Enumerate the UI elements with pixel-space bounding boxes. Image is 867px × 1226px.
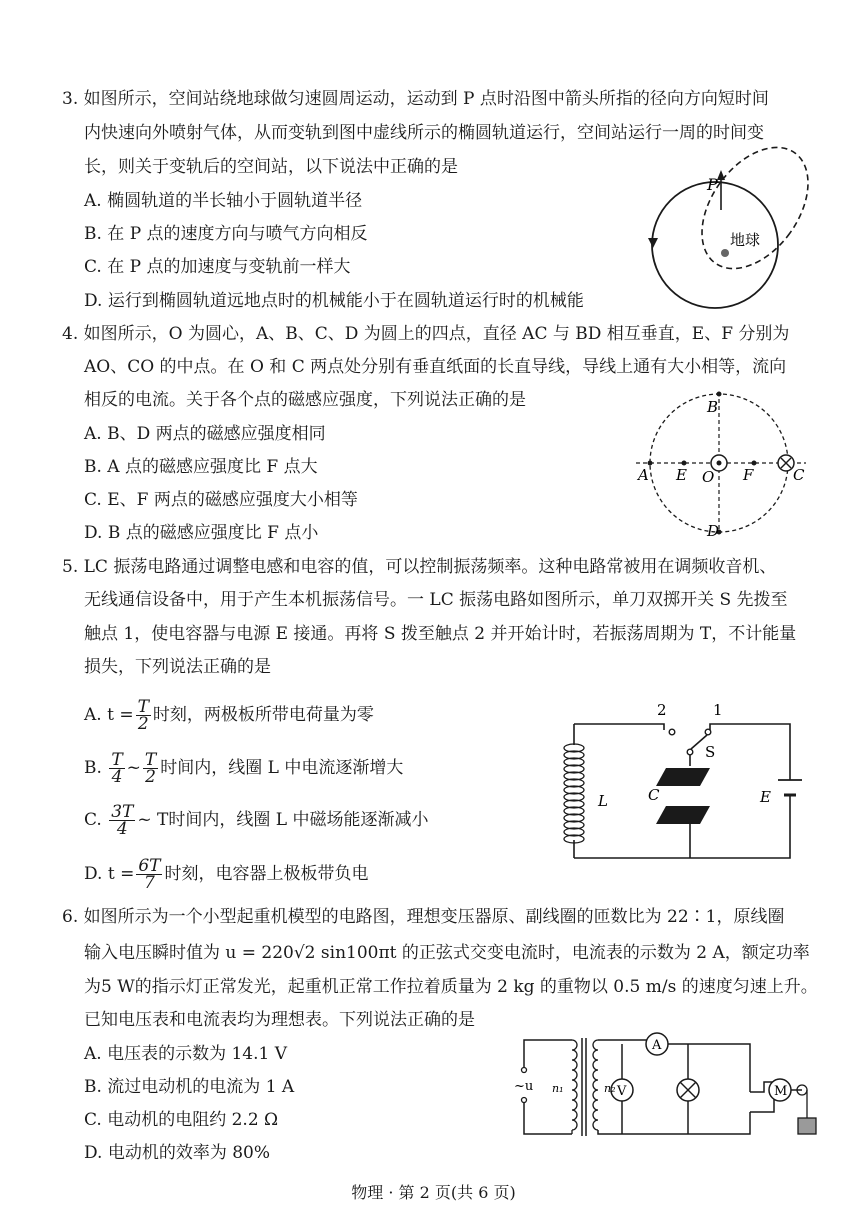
q4-option-d: D. B 点的磁感应强度比 F 点小 [84, 523, 319, 543]
primary-wire-top [524, 1040, 572, 1067]
label-contact-2: 2 [657, 701, 667, 719]
input-terminal-bottom [522, 1098, 527, 1103]
capacitor-lower-plate [656, 806, 710, 824]
wire-top-right [710, 724, 790, 780]
q6-stem-line-4: 已知电压表和电流表均为理想表。下列说法正确的是 [84, 1010, 475, 1030]
q5-option-c-prefix: C. [84, 810, 102, 830]
fraction [136, 858, 162, 891]
q4-stem-line-1: 4. 如图所示，O 为圆心，A、B、C、D 为圆上的四点，直径 AC 与 BD 相互垂直，E、F 分别为 [62, 324, 790, 344]
label-voltmeter: V [617, 1084, 627, 1099]
label-inductor: L [598, 792, 608, 810]
current-out-dot [717, 461, 722, 466]
label-b: B [707, 398, 719, 416]
q5-stem-line-4: 损失，下列说法正确的是 [84, 657, 271, 677]
label-f: F [743, 466, 754, 484]
fraction-denominator: 7 [143, 873, 155, 893]
fraction [109, 804, 135, 837]
fraction-numerator: T [137, 697, 149, 717]
secondary-coil [593, 1040, 598, 1130]
q6-option-a: A. 电压表的示数为 14.1 V [84, 1044, 288, 1064]
label-earth: 地球 [730, 231, 761, 249]
q6-stem-line-1: 6. 如图所示为一个小型起重机模型的电路图，理想变压器原、副线圈的匝数比为 22∶1，原线圈 [62, 907, 785, 927]
q5-option-a-prefix: A. t = [84, 705, 134, 725]
q5-option-c [84, 802, 428, 838]
fraction-denominator: 2 [145, 767, 156, 787]
weight-block [798, 1118, 816, 1134]
label-motor: M [774, 1084, 788, 1099]
contact-1 [705, 729, 711, 735]
q5-option-d-text: 时刻，电容器上极板带负电 [164, 864, 369, 884]
primary-wire-bottom [524, 1102, 572, 1134]
capacitor-upper-plate [656, 768, 710, 786]
q3-stem-line-3: 长，则关于变轨后的空间站，以下说法中正确的是 [84, 157, 458, 177]
fraction [136, 699, 151, 732]
label-contact-1: 1 [713, 701, 723, 719]
q5-option-b [84, 750, 403, 786]
label-ammeter: A [652, 1038, 662, 1053]
q5-stem-line-3: 触点 1，使电容器与电源 E 接通。再将 S 拨至触点 2 并开始计时，若振荡周期为 T，不计能量 [84, 624, 797, 644]
q3-option-b: B. 在 P 点的速度方向与喷气方向相反 [84, 224, 368, 244]
elliptical-orbit [680, 128, 830, 289]
q5-option-a [84, 697, 374, 733]
label-a: A [638, 466, 649, 484]
q3-option-a: A. 椭圆轨道的半长轴小于圆轨道半径 [84, 191, 363, 211]
point-e [682, 461, 687, 466]
secondary-wire-bottom [598, 1112, 750, 1134]
fraction-numerator: 3T [111, 802, 134, 822]
q3-option-c: C. 在 P 点的加速度与变轨前一样大 [84, 257, 351, 277]
switch-pivot [687, 749, 693, 755]
label-c: C [793, 466, 805, 484]
q4-stem-line-2: AO、CO 的中点。在 O 和 C 两点处分别有垂直纸面的长直导线，导线上通有大小相等，流向 [84, 357, 787, 377]
q5-option-d-prefix: D. t = [84, 864, 135, 884]
point-a [648, 461, 653, 466]
orbit-direction-arrow-icon [648, 238, 658, 248]
label-capacitor: C [648, 786, 660, 804]
label-e: E [676, 466, 687, 484]
input-terminal-top [522, 1068, 527, 1073]
wire-top-left [574, 724, 664, 730]
inductor-coil [564, 744, 584, 843]
q6-option-b: B. 流过电动机的电流为 1 A [84, 1077, 295, 1097]
label-n1: n₁ [552, 1082, 564, 1095]
page-footer: 物理 · 第 2 页(共 6 页) [351, 1183, 516, 1202]
fraction [143, 752, 158, 785]
q3-stem-line-2: 内快速向外喷射气体，从而变轨到图中虚线所示的椭圆轨道运行，空间站运行一周的时间变 [84, 123, 764, 143]
label-input: ~u [514, 1079, 534, 1094]
point-b [717, 392, 722, 397]
q5-option-b-sep: ~ [126, 758, 141, 778]
fraction-denominator: 2 [137, 714, 149, 734]
q6-stem-line-3: 为5 W的指示灯正常发光，起重机正常工作拉着质量为 2 kg 的重物以 0.5 m/s 的速度匀速上升。 [84, 977, 818, 997]
label-o: O [702, 468, 715, 486]
point-f [752, 461, 757, 466]
q6-option-c: C. 电动机的电阻约 2.2 Ω [84, 1110, 279, 1130]
q6-option-d: D. 电动机的效率为 80% [84, 1143, 271, 1163]
q5-stem-line-1: 5. LC 振荡电路通过调整电感和电容的值，可以控制振荡频率。这种电路常被用在调频收音机、 [62, 557, 777, 577]
q5-option-c-mid: ~ T [137, 810, 169, 830]
fraction-denominator: 4 [116, 819, 128, 839]
q3-stem-line-1: 3. 如图所示，空间站绕地球做匀速圆周运动，运动到 P 点时沿图中箭头所指的径向方向短时间 [62, 89, 769, 109]
fraction-numerator: T [111, 750, 123, 770]
q3-option-d: D. 运行到椭圆轨道远地点时的机械能小于在圆轨道运行时的机械能 [84, 291, 584, 311]
label-switch: S [705, 743, 716, 761]
label-d: D [707, 522, 720, 540]
arrow-head-icon [717, 170, 725, 180]
label-source: E [760, 788, 771, 806]
q5-option-c-text: 时间内，线圈 L 中磁场能逐渐减小 [168, 810, 429, 830]
q5-lc-circuit-figure [560, 700, 820, 865]
fraction-numerator: T [144, 750, 157, 770]
earth-dot [721, 249, 729, 257]
q6-stem-line-2: 输入电压瞬时值为 u = 220√2 sin100πt 的正弦式交变电流时，电流表的示数为 2 A，额定功率 [84, 943, 810, 963]
q3-orbit-figure [650, 150, 840, 315]
contact-2 [669, 729, 675, 735]
q4-option-b: B. A 点的磁感应强度比 F 点大 [84, 457, 318, 477]
fraction [109, 752, 124, 785]
label-n2: n₂ [604, 1082, 616, 1095]
q4-stem-line-3: 相反的电流。关于各个点的磁感应强度，下列说法正确的是 [84, 390, 526, 410]
q4-option-a: A. B、D 两点的磁感应强度相同 [84, 424, 326, 444]
fraction-numerator: 6T [138, 856, 161, 876]
fraction-denominator: 4 [111, 767, 123, 787]
q5-stem-line-2: 无线通信设备中，用于产生本机振荡信号。一 LC 振荡电路如图所示，单刀双掷开关 S 先拨至 [84, 590, 788, 610]
q5-option-a-text: 时刻，两极板所带电荷量为零 [152, 705, 374, 725]
q5-option-d [84, 856, 368, 892]
primary-coil [572, 1040, 577, 1134]
q4-field-figure [636, 390, 816, 550]
motor-wire-bottom [750, 1098, 774, 1112]
q5-option-b-prefix: B. [84, 758, 102, 778]
q5-option-b-text: 时间内，线圈 L 中电流逐渐增大 [160, 758, 404, 778]
q6-crane-circuit-figure [512, 1022, 842, 1147]
q4-option-c: C. E、F 两点的磁感应强度大小相等 [84, 490, 358, 510]
label-p: P [707, 175, 718, 194]
